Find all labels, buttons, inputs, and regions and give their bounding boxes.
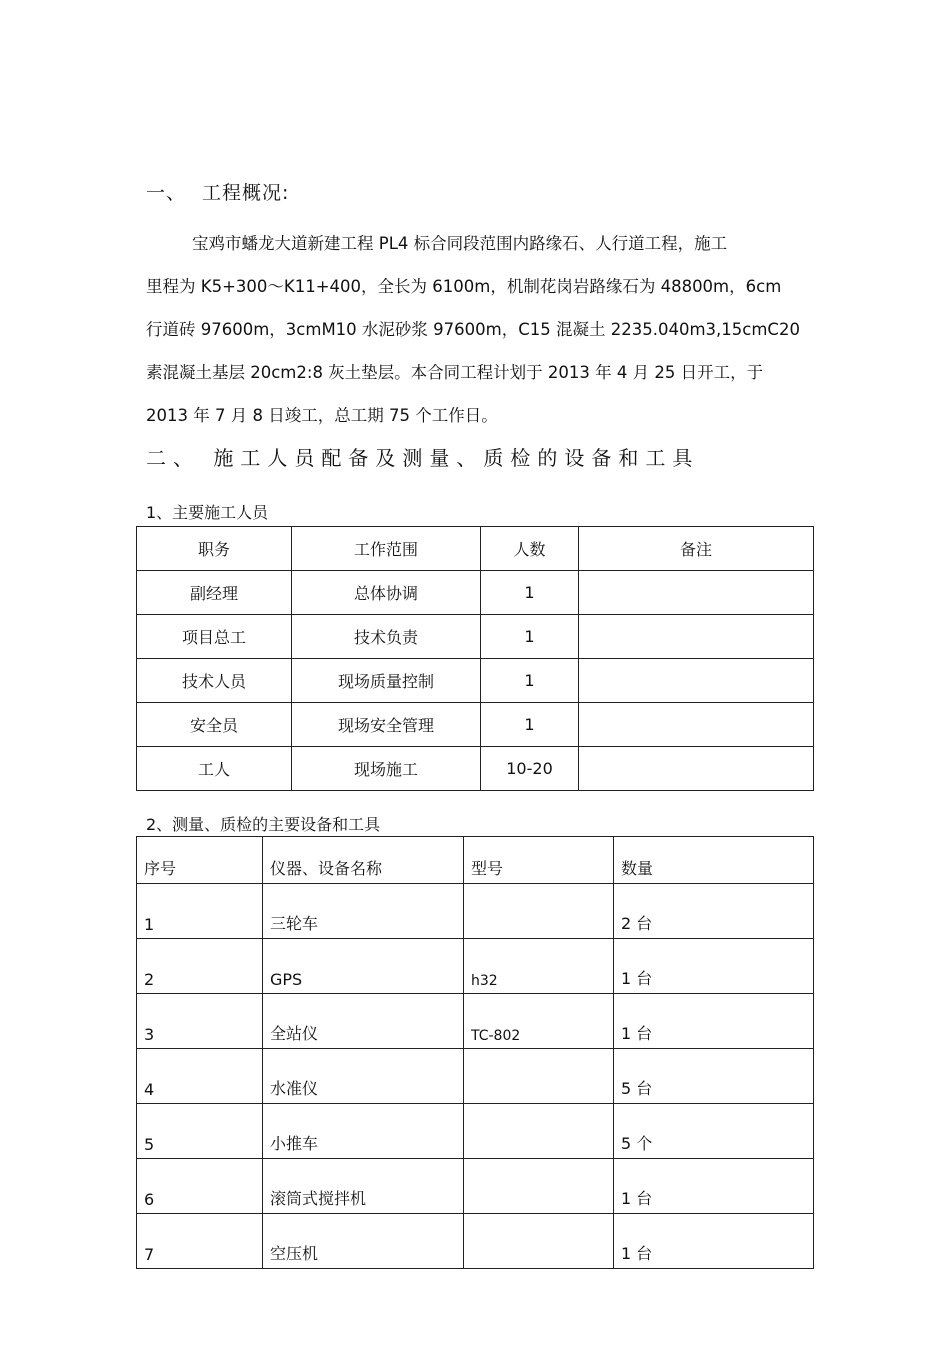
table-row — [137, 1049, 814, 1104]
table-cell: 3 — [137, 994, 263, 1049]
table-cell: 6 — [137, 1159, 263, 1214]
table-cell: 总体协调 — [292, 571, 481, 615]
table-cell: 现场质量控制 — [292, 659, 481, 703]
table-row — [137, 1214, 814, 1269]
table-cell: 1 — [481, 703, 579, 747]
table-cell: 5 个 — [614, 1104, 814, 1159]
table-row — [137, 659, 814, 703]
table-cell: 10-20 — [481, 747, 579, 791]
table-cell — [579, 615, 814, 659]
table-cell: 项目总工 — [137, 615, 292, 659]
section2-heading: 二、 施工人员配备及测量、质检的设备和工具 — [146, 446, 700, 470]
table-cell: 工人 — [137, 747, 292, 791]
project-overview-paragraph — [146, 222, 826, 437]
table-cell: 1 — [481, 571, 579, 615]
section1-number: 一、 — [146, 182, 187, 204]
table-cell: 2 — [137, 939, 263, 994]
section1-heading — [146, 178, 289, 205]
table-cell: 4 — [137, 1049, 263, 1104]
table-cell — [579, 571, 814, 615]
equipment-table-caption: 2、测量、质检的主要设备和工具 — [146, 815, 381, 834]
table-cell: TC-802 — [464, 994, 614, 1049]
header-cell: 型号 — [464, 837, 614, 884]
table-cell: 技术人员 — [137, 659, 292, 703]
table-cell: 1 — [481, 659, 579, 703]
header-cell: 仪器、设备名称 — [263, 837, 464, 884]
table-row — [137, 1159, 814, 1214]
table-cell: 1 台 — [614, 1214, 814, 1269]
table-cell: 7 — [137, 1214, 263, 1269]
table-cell — [464, 1214, 614, 1269]
table-cell: 1 台 — [614, 939, 814, 994]
table-cell: 5 — [137, 1104, 263, 1159]
equipment-table — [136, 836, 814, 1269]
table-cell: 副经理 — [137, 571, 292, 615]
table-cell: 安全员 — [137, 703, 292, 747]
table-row — [137, 1104, 814, 1159]
table-row — [137, 939, 814, 994]
staff-table-caption: 1、主要施工人员 — [146, 503, 269, 522]
table-cell: 1 台 — [614, 1159, 814, 1214]
table-cell: 滚筒式搅拌机 — [263, 1159, 464, 1214]
table-cell — [579, 703, 814, 747]
table-row — [137, 884, 814, 939]
header-cell: 职务 — [137, 527, 292, 571]
table-cell: h32 — [464, 939, 614, 994]
paragraph-line: 素混凝土基层 20cm2:8 灰土垫层。本合同工程计划于 2013 年 4 月 25 日开工，于 — [146, 363, 764, 382]
table-cell: 2 台 — [614, 884, 814, 939]
paragraph-line: 宝鸡市蟠龙大道新建工程 PL4 标合同段范围内路缘石、人行道工程，施工 — [192, 234, 728, 253]
table-cell — [464, 1049, 614, 1104]
section1-title: 工程概况: — [202, 182, 290, 204]
header-cell: 序号 — [137, 837, 263, 884]
table-cell — [464, 884, 614, 939]
table-cell: 全站仪 — [263, 994, 464, 1049]
paragraph-line: 2013 年 7 月 8 日竣工，总工期 75 个工作日。 — [146, 406, 498, 425]
table-cell: 1 台 — [614, 994, 814, 1049]
table-header-row — [137, 837, 814, 884]
table-row — [137, 703, 814, 747]
table-cell: 水准仪 — [263, 1049, 464, 1104]
paragraph-line: 行道砖 97600m，3cmM10 水泥砂浆 97600m，C15 混凝土 2235.040m3,15cmC20 — [146, 320, 800, 339]
table-cell: 5 台 — [614, 1049, 814, 1104]
staff-table — [136, 526, 814, 791]
table-cell — [579, 747, 814, 791]
table-cell: 1 — [481, 615, 579, 659]
table-row — [137, 994, 814, 1049]
table-cell: 小推车 — [263, 1104, 464, 1159]
table-cell: 技术负责 — [292, 615, 481, 659]
table-cell: GPS — [263, 939, 464, 994]
header-cell: 备注 — [579, 527, 814, 571]
table-cell: 现场安全管理 — [292, 703, 481, 747]
header-cell: 数量 — [614, 837, 814, 884]
table-row — [137, 615, 814, 659]
header-cell: 工作范围 — [292, 527, 481, 571]
table-cell — [464, 1159, 614, 1214]
table-cell — [579, 659, 814, 703]
paragraph-line: 里程为 K5+300～K11+400，全长为 6100m，机制花岗岩路缘石为 48800m，6cm — [146, 277, 782, 296]
table-cell: 1 — [137, 884, 263, 939]
table-cell: 三轮车 — [263, 884, 464, 939]
table-cell: 空压机 — [263, 1214, 464, 1269]
table-row — [137, 747, 814, 791]
table-cell — [464, 1104, 614, 1159]
table-cell: 现场施工 — [292, 747, 481, 791]
table-row — [137, 571, 814, 615]
header-cell: 人数 — [481, 527, 579, 571]
table-header-row — [137, 527, 814, 571]
